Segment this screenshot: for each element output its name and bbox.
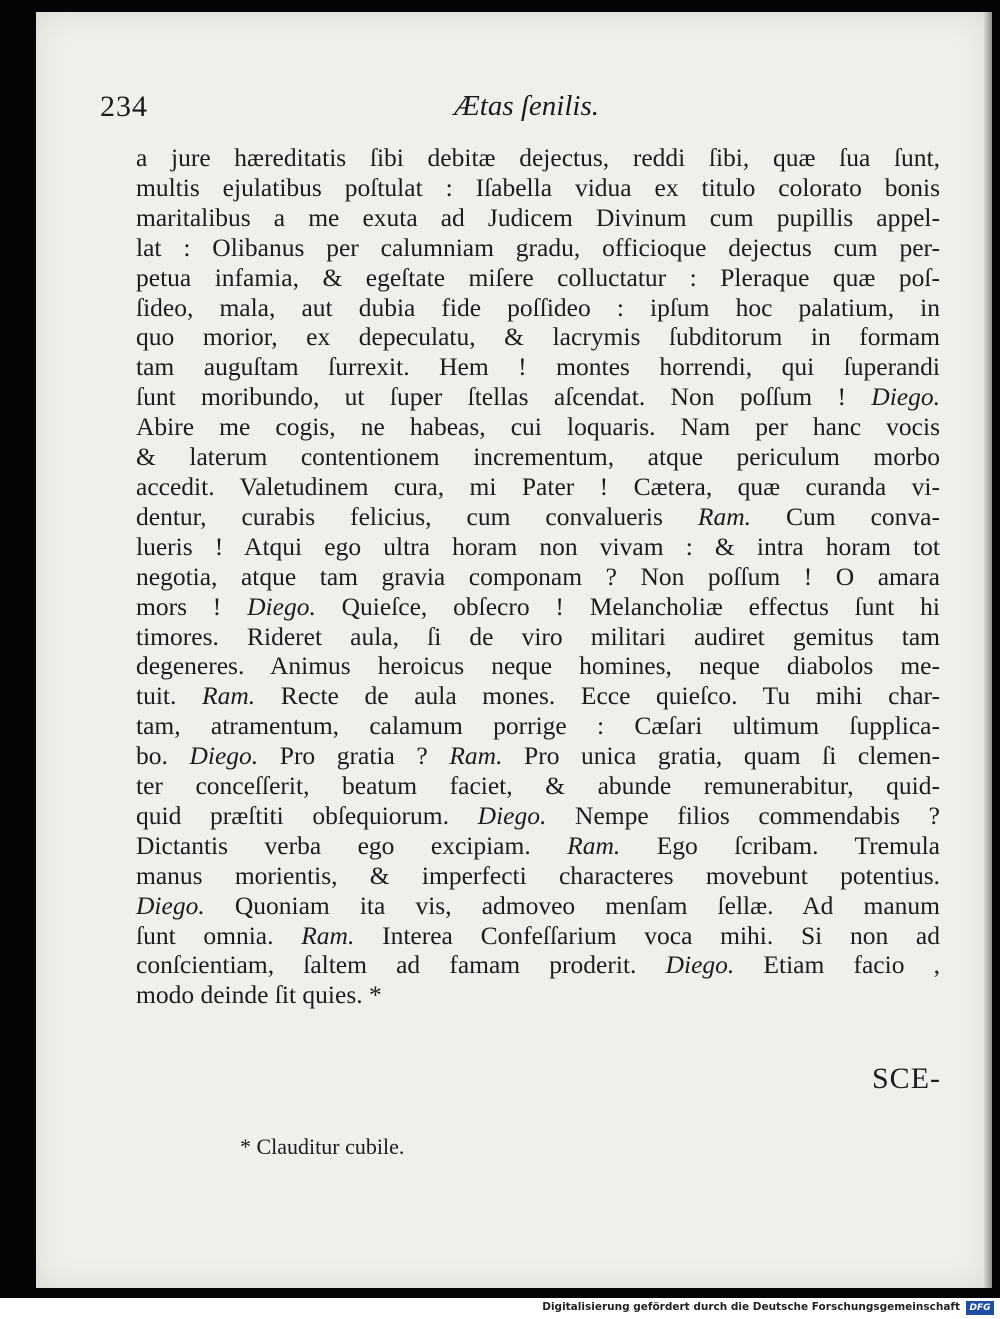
speaker-name: Diego. <box>136 890 205 920</box>
text-line <box>136 861 940 891</box>
text-segment: Pro gratia ? <box>258 741 450 771</box>
text-line <box>136 831 940 861</box>
text-line <box>136 173 940 203</box>
text-segment: Interea Confeſſarium voca mihi. Si non ad <box>354 920 940 950</box>
text-line <box>136 562 940 592</box>
text-segment: quo morior, ex depeculatu, & lacrymis ſubditorum in formam <box>136 322 940 352</box>
text-segment: Ego ſcribam. Tremula <box>620 830 940 860</box>
text-segment: Cum conva- <box>751 501 940 531</box>
text-line <box>136 352 940 382</box>
text-line <box>136 472 940 502</box>
text-segment: Recte de aula mones. Ecce quieſco. Tu mihi char- <box>255 681 940 711</box>
text-line <box>136 891 940 921</box>
text-segment: mors ! <box>136 591 248 621</box>
text-line <box>136 233 940 263</box>
text-segment: Abire me cogis, ne habeas, cui loquaris. Nam per hanc vocis <box>136 412 940 442</box>
footnote: * Clauditur cubile. <box>240 1134 405 1159</box>
text-segment: & laterum contentionem incrementum, atque periculum morbo <box>136 442 940 472</box>
text-segment: dentur, curabis felicius, cum convalueris <box>136 501 698 531</box>
text-line <box>136 980 940 1010</box>
text-line <box>136 382 940 412</box>
text-segment: ſideo, mala, aut dubia fide poſſideo : ipſum hoc palatium, in <box>136 292 940 322</box>
text-segment: tam auguſtam ſurrexit. Hem ! montes horrendi, qui ſuperandi <box>136 352 940 382</box>
text-segment: modo deinde ſit quies. * <box>136 980 382 1010</box>
text-segment: multis ejulatibus poſtulat : Iſabella vidua ex titulo colorato bonis <box>136 172 940 202</box>
text-segment: ſunt omnia. <box>136 920 302 950</box>
page-edge <box>984 12 992 1288</box>
text-segment: lat : Olibanus per calumniam gradu, officioque dejectus cum per- <box>136 232 940 262</box>
text-segment: ter conceſſerit, beatum faciet, & abunde remunerabitur, quid- <box>136 771 940 801</box>
text-segment: Etiam facio , <box>734 950 940 980</box>
text-line <box>136 801 940 831</box>
text-line <box>136 921 940 951</box>
body-text <box>136 143 940 1010</box>
credit-text[interactable]: Digitalisierung gefördert durch die Deutsche Forschungsgemeinschaft <box>542 1301 960 1313</box>
text-line <box>136 322 940 352</box>
speaker-name: Diego. <box>665 950 735 980</box>
text-segment: degeneres. Animus heroicus neque homines, neque diabolos me- <box>136 651 940 681</box>
text-segment: ſunt moribundo, ut ſuper ſtellas aſcendat. Non poſſum ! <box>136 382 872 412</box>
speaker-name: Diego. <box>189 741 259 771</box>
text-segment: negotia, atque tam gravia componam ? Non poſſum ! O amara <box>136 561 940 591</box>
text-segment: quid præſtiti obſequiorum. <box>136 800 478 830</box>
text-segment: Quieſce, obſecro ! Melancholiæ effectus ſunt hi <box>315 591 941 621</box>
speaker-name: Ram. <box>449 741 503 771</box>
page-number: 234 <box>100 90 148 123</box>
text-segment: Dictantis verba ego excipiam. <box>136 830 568 860</box>
text-segment: manus morientis, & imperfecti characteres movebunt potentius. <box>136 860 940 890</box>
text-line <box>136 293 940 323</box>
text-line <box>136 532 940 562</box>
speaker-name: Diego. <box>247 591 316 621</box>
text-line <box>136 263 940 293</box>
text-segment: a jure hæreditatis ſibi debitæ dejectus, reddi ſibi, quæ ſua ſunt, <box>136 143 940 172</box>
text-line <box>136 950 940 980</box>
speaker-name: Diego. <box>871 382 940 412</box>
text-segment: tam, atramentum, calamum porrige : Cæſari ultimum ſupplica- <box>136 711 940 741</box>
text-segment: bo. <box>136 741 190 771</box>
text-line <box>136 771 940 801</box>
text-segment: conſcientiam, ſaltem ad famam proderit. <box>136 950 666 980</box>
page-header <box>100 90 900 130</box>
text-line <box>136 143 940 173</box>
text-segment: maritalibus a me exuta ad Judicem Divinum cum pupillis appel- <box>136 202 940 232</box>
text-segment: Quoniam ita vis, admoveo menſam ſellæ. Ad manum <box>204 890 940 920</box>
text-line <box>136 592 940 622</box>
text-segment: lueris ! Atqui ego ultra horam non vivam : & intra horam tot <box>136 531 940 561</box>
running-title: Ætas ſenilis. <box>454 90 600 122</box>
text-segment: accedit. Valetudinem cura, mi Pater ! Cætera, quæ curanda vi- <box>136 471 940 501</box>
text-line <box>136 741 940 771</box>
text-segment: timores. Rideret aula, ſi de viro militari audiret gemitus tam <box>136 621 940 651</box>
speaker-name: Ram. <box>697 501 752 531</box>
text-line <box>136 412 940 442</box>
text-segment: Pro unica gratia, quam ſi clemen- <box>502 741 940 771</box>
text-line <box>136 711 940 741</box>
text-line <box>136 622 940 652</box>
text-segment: Nempe filios commendabis ? <box>546 800 940 830</box>
speaker-name: Ram. <box>567 830 621 860</box>
catchword: SCE- <box>872 1062 942 1095</box>
dfg-logo-icon[interactable]: DFG <box>966 1301 994 1315</box>
text-line <box>136 203 940 233</box>
credit-bar <box>0 1298 1000 1319</box>
text-line <box>136 681 940 711</box>
speaker-name: Ram. <box>202 681 256 711</box>
text-segment: petua infamia, & egeſtate miſere colluctatur : Pleraque quæ poſ- <box>136 262 940 292</box>
speaker-name: Ram. <box>301 920 355 950</box>
text-segment: tuit. <box>136 681 203 711</box>
text-line <box>136 651 940 681</box>
text-line <box>136 442 940 472</box>
text-line <box>136 502 940 532</box>
speaker-name: Diego. <box>477 800 547 830</box>
